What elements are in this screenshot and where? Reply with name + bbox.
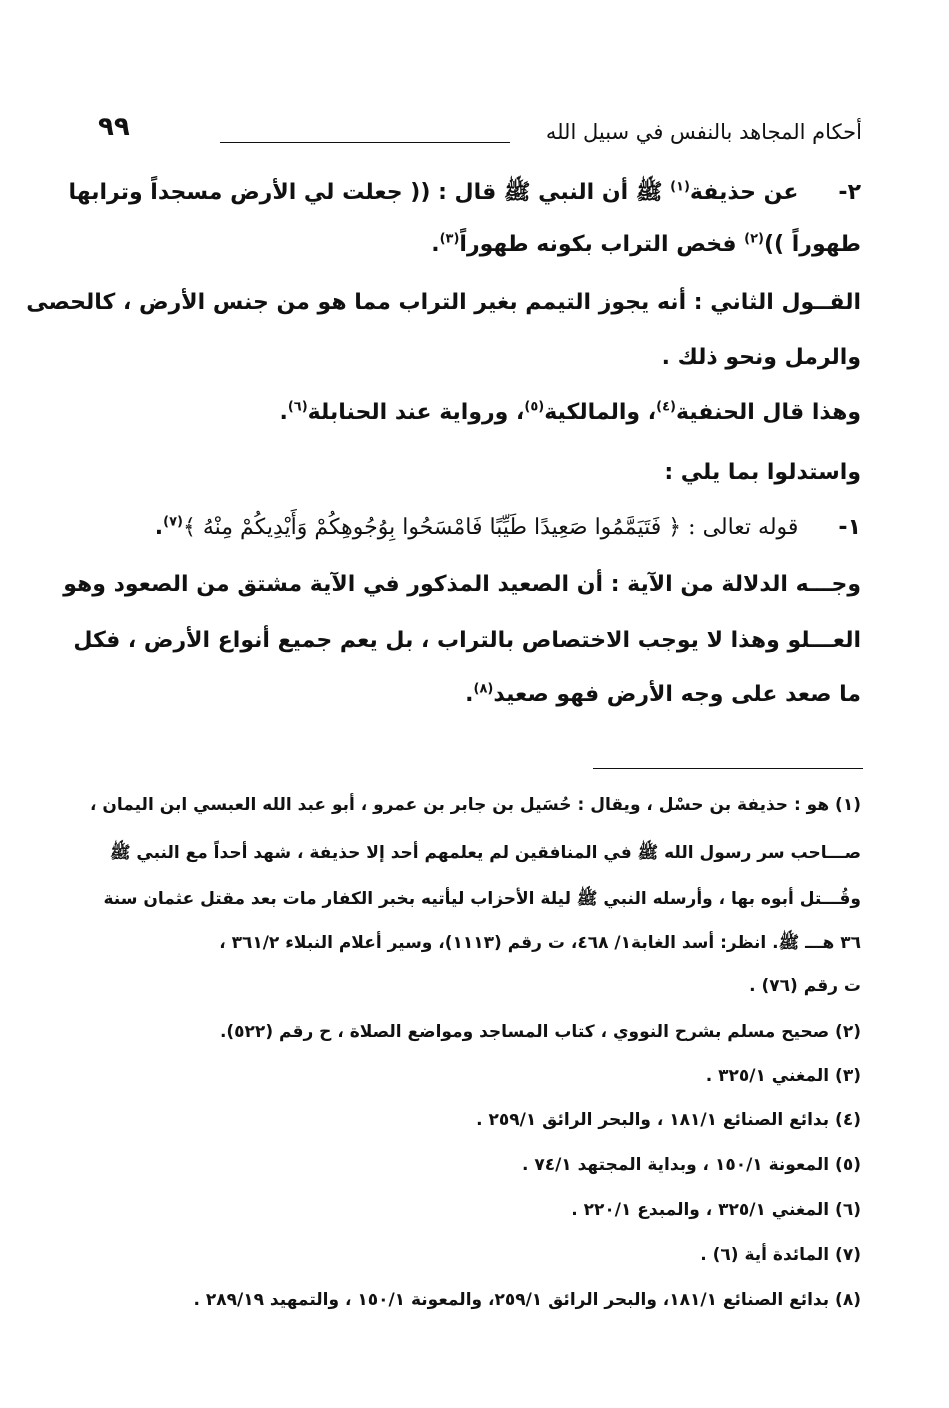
main-body xyxy=(26,0,861,760)
body-text: ، والمالكية xyxy=(544,400,657,425)
footnote-1-line-1: (١) هو : حذيفة بن حسْل ، ويقال : حُسَيل بن جابر بن عمرو ، أبو عبد الله العبسي ابن اليمان ، xyxy=(89,795,861,815)
footnote-8: (٨) بدائع الصنائع ١٨١/١، والبحر الرائق ٢٥٩/١، والمعونة ١٥٠/١ ، والتمهيد ٢٨٩/١٩ . xyxy=(193,1290,861,1310)
body-text: ، ورواية عند الحنابلة xyxy=(307,400,525,425)
item-number: ٢- xyxy=(838,180,861,205)
body-text: واستدلوا بما يلي : xyxy=(664,460,861,485)
footnote-1-line-4: ٣٦ هـــ ﷺ. انظر: أسد الغابة١/ ٤٦٨، ت رقم (١١١٣)، وسير أعلام النبلاء ٣٦١/٢ ، xyxy=(219,933,861,953)
footnote-7: (٧) المائدة أية (٦) . xyxy=(700,1245,861,1265)
footnote-ref: (٥) xyxy=(524,399,545,415)
punctuation: . xyxy=(154,515,164,540)
body-line-9 xyxy=(73,628,861,653)
body-line-5 xyxy=(279,400,861,425)
body-line-7 xyxy=(155,515,861,540)
body-text: ﷺ أن النبي ﷺ قال : (( جعلت لي الأرض مسجداً وترابها xyxy=(68,180,663,205)
body-line-3 xyxy=(26,290,861,315)
footnote-ref: (٤) xyxy=(656,399,676,415)
punctuation: . xyxy=(279,400,288,425)
body-text: القــول الثاني : أنه يجوز التيمم بغير التراب مما هو من جنس الأرض ، كالحصى xyxy=(26,290,861,315)
footnote-1-line-5: ت رقم (٧٦) . xyxy=(749,976,861,996)
footnote-6: (٦) المغني ٣٢٥/١ ، والمبدع ٢٢٠/١ . xyxy=(571,1200,861,1220)
footnote-ref: (٨) xyxy=(473,681,494,697)
footnote-ref: (٧) xyxy=(163,514,183,530)
punctuation: . xyxy=(465,682,474,707)
body-text: فخص التراب بكونه طهوراً xyxy=(459,232,737,257)
quran-verse: قوله تعالى : ﴿ فَتَيَمَّمُوا صَعِيدًا طَيِّبًا فَامْسَحُوا بِوُجُوهِكُمْ وَأَيْدِيكُمْ مِنْهُ ﴾ xyxy=(182,515,799,540)
body-line-10 xyxy=(465,682,861,707)
footnote-4: (٤) بدائع الصنائع ١٨١/١ ، والبحر الرائق ٢٥٩/١ . xyxy=(476,1110,861,1130)
footnote-1-line-3: وقُـــتل أبوه بها ، وأرسله النبي ﷺ ليلة الأحزاب ليأتيه بخبر الكفار مات بعد مقتل عثمان سنة xyxy=(103,889,861,909)
footnote-ref: (٣) xyxy=(439,231,460,247)
body-text: ما صعد على وجه الأرض فهو صعيد xyxy=(493,682,861,707)
footnote-ref: (١) xyxy=(670,179,690,195)
footnote-3: (٣) المغني ٣٢٥/١ . xyxy=(705,1066,861,1086)
footnote-2: (٢) صحيح مسلم بشرح النووي ، كتاب المساجد ومواضع الصلاة ، ح رقم (٥٢٢). xyxy=(219,1022,861,1042)
footnote-1-line-2: صـــاحب سر رسول الله ﷺ في المنافقين لم يعلمهم أحد إلا حذيفة ، شهد أحداً مع النبي ﷺ xyxy=(109,843,861,863)
body-line-8 xyxy=(63,572,861,597)
body-text: طهوراً )) xyxy=(763,232,861,257)
body-line-6 xyxy=(664,460,861,485)
body-line-2 xyxy=(431,232,861,257)
punctuation: . xyxy=(431,232,440,257)
item-number: ١- xyxy=(838,515,861,540)
body-line-4 xyxy=(662,345,861,370)
footnote-5: (٥) المعونة ١٥٠/١ ، وبداية المجتهد ٧٤/١ . xyxy=(521,1155,861,1175)
body-text: عن حذيفة xyxy=(689,180,799,205)
footnote-ref: (٦) xyxy=(287,399,308,415)
body-text: وهذا قال الحنفية xyxy=(675,400,861,425)
running-title: أحكام المجاهد بالنفس في سبيل الله xyxy=(545,120,862,144)
footnote-ref: (٢) xyxy=(744,231,764,247)
body-text: والرمل ونحو ذلك . xyxy=(661,345,861,370)
body-line-1 xyxy=(68,178,861,210)
body-text: العـــلو وهذا لا يوجب الاختصاص بالتراب ، بل يعم جميع أنواع الأرض ، فكل xyxy=(73,628,861,653)
page-number: ٩٩ xyxy=(98,112,130,142)
footnote-separator xyxy=(593,768,863,769)
body-text: وجـــه الدلالة من الآية : أن الصعيد المذكور في الآية مشتق من الصعود وهو xyxy=(63,572,861,597)
